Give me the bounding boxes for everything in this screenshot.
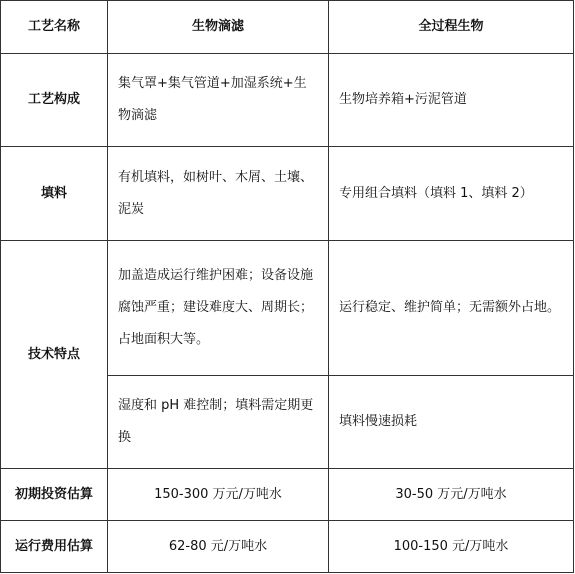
table-row (1, 54, 574, 147)
row-label-operating-cost: 运行费用估算 (1, 521, 108, 573)
row-label-investment: 初期投资估算 (1, 469, 108, 521)
cell-features-a1: 加盖造成运行维护困难；设备设施腐蚀严重；建设难度大、周期长；占地面积大等。 (108, 241, 329, 376)
row-label-features: 技术特点 (1, 241, 108, 469)
header-label-cell: 工艺名称 (1, 1, 108, 54)
row-label-packing: 填料 (1, 147, 108, 241)
cell-investment-b: 30-50 万元/万吨水 (329, 469, 574, 521)
table-row (1, 241, 574, 376)
cell-operating-cost-a: 62-80 元/万吨水 (108, 521, 329, 573)
table-row (1, 469, 574, 521)
row-label-composition: 工艺构成 (1, 54, 108, 147)
cell-features-a2: 湿度和 pH 难控制；填料需定期更换 (108, 376, 329, 469)
cell-packing-b: 专用组合填料（填料 1、填料 2） (329, 147, 574, 241)
cell-packing-a: 有机填料，如树叶、木屑、土壤、泥炭 (108, 147, 329, 241)
cell-features-b2: 填料慢速损耗 (329, 376, 574, 469)
cell-operating-cost-b: 100-150 元/万吨水 (329, 521, 574, 573)
cell-composition-b: 生物培养箱+污泥管道 (329, 54, 574, 147)
table-row (1, 521, 574, 573)
cell-investment-a: 150-300 万元/万吨水 (108, 469, 329, 521)
table-row (1, 147, 574, 241)
header-col-full-process: 全过程生物 (329, 1, 574, 54)
header-col-biotrickling: 生物滴滤 (108, 1, 329, 54)
cell-features-b1: 运行稳定、维护简单；无需额外占地。 (329, 241, 574, 376)
header-row (1, 1, 574, 54)
cell-composition-a: 集气罩+集气管道+加湿系统+生物滴滤 (108, 54, 329, 147)
